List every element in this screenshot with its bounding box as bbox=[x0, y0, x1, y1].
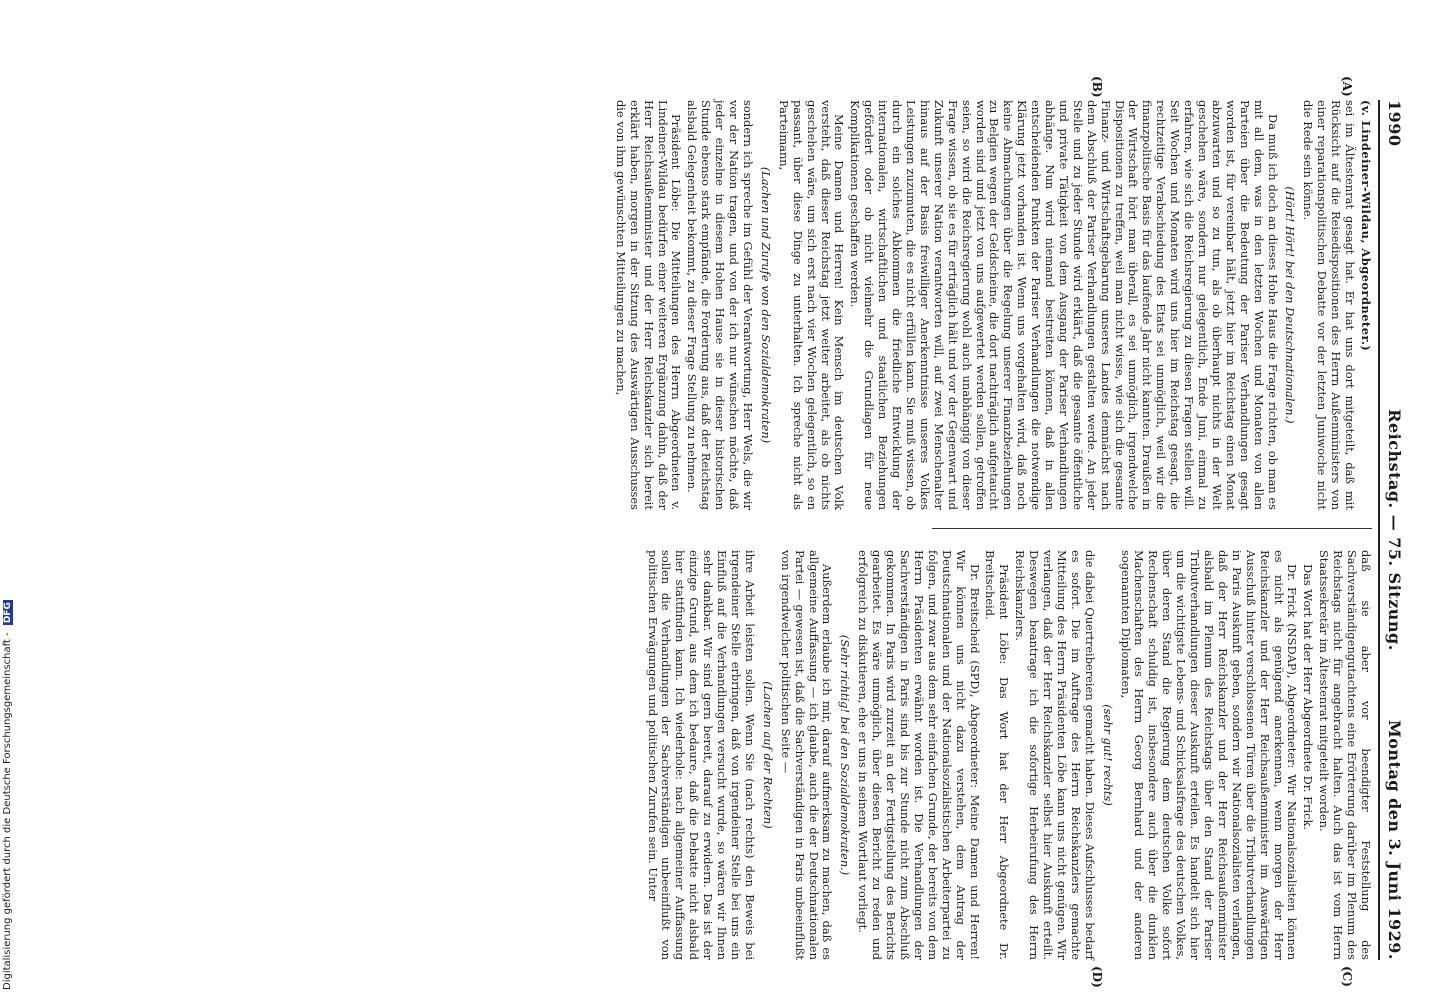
paragraph: Das Wort hat der Herr Abgeordnete Dr. Frick. bbox=[1301, 564, 1316, 831]
paragraph: die dabei Quertreibereien gemacht haben. Dieses Aufschlusses bedarf es sofort. Die im Auftrage des Herrn Reichskanzlers gemachte Mitteilung des Herrn Präsidenten Löbe kann uns nicht genügen. Wir verlangen, daß der Herr Reichskanzler selbst hier Auskunft erteilt. Deswegen beantrage ich die sofortige Herbeirufung des Herrn Reichskanzlers. bbox=[1013, 550, 1097, 960]
paragraph: Präsident Löbe: Das Wort hat der Herr Abgeordnete Dr. Breitscheid. bbox=[983, 550, 1012, 960]
page-title: Reichstag. — 75. Sitzung. bbox=[1385, 409, 1404, 651]
paragraph: Außerdem erlaube ich mir, darauf aufmerksam zu machen, daß es allgemeine Auffassung — ich glaube, auch die der Deutschnationalen Partei — gewesen ist, daß die Sachverständigen in Paris unbeeinflußt von irgendwelcher politischen Seite — bbox=[778, 550, 835, 960]
paragraph: Präsident Löbe: Die Mitteilungen des Herrn Abgeordneten v. Lindeiner-Wildau bedürfen einer weiteren Ergänzung dahin, daß der Herr Reichsaußenminister und der Herr Reichskanzler sich bereit erklärt haben, morgen in der Sitzung des Auswärtigen Ausschusses die von ihm gewünschten Mitteilungen zu machen, bbox=[613, 100, 684, 510]
paragraph: Dr. Breitscheid (SPD), Abgeordneter: Meine Damen und Herren! Wir können uns nicht dazu verstehen, dem Antrag der Deutschnationalen und der Nationalsozialistischen Arbeiterpartei zu folgen, und zwar aus dem sehr einfachen Grunde, der bereits von dem Herrn Präsidenten erwähnt worden ist. Die Verhandlungen der Sachverständigen in Paris sind bis zur Stunde nicht zum Abschluß gekommen. In Paris wird zurzeit an der Fertigstellung des Berichts gearbeitet. Es wäre unmöglich, über diesen Bericht zu reden und erfolgreich zu diskutieren, ehe er uns in seinem Wortlaut vorliegt. bbox=[856, 550, 982, 960]
paragraph: daß sie aber vor beendigter Feststellung des Sachverständigengutachtens eine Erörterung darüber im Plenum des Reichstags nicht für angebracht halten. Auch das ist vom Herrn Staatssekretär im Ältestenrat mitgeteilt worden. bbox=[1317, 550, 1373, 960]
interjection: (Sehr richtig! bei den Sozialdemokraten.) bbox=[838, 634, 853, 876]
digitization-footer bbox=[2, 600, 16, 990]
page-header bbox=[1382, 100, 1404, 960]
paragraph: sondern ich spreche im Gefühl der Verantwortung, Herr Wels, die wir vor der Nation tragen, und von der ich nur wünschen möchte, daß jeder einzelne in diesem Hohen Hause sie in dieser historischen Stunde ebenso stark empfände, die Forderung aus, daß der Reichstag alsbald Gelegenheit bekommt, zu dieser Frage Stellung zu nehmen. bbox=[685, 100, 756, 510]
paragraph: sei im Ältestenrat gesagt hat. Er hat uns dort mitgeteilt, daß mit Rücksicht auf die Reisedispositionen des Herrn Außenministers von einer reparationspolitischen Debatte vor der letzten Juniwoche nicht die Rede sein könne. bbox=[1301, 100, 1358, 510]
interjection: (Lachen auf der Rechten) bbox=[760, 681, 775, 829]
interjection: (Hört! Hört! bei den Deutschnationalen.) bbox=[1283, 186, 1298, 424]
right-column bbox=[645, 550, 1373, 960]
margin-marker-d: (D) bbox=[1090, 966, 1104, 988]
footer-credit: Digitalisierung gefördert durch die Deutsche Forschungsgemeinschaft - bbox=[2, 632, 13, 990]
session-date: Montag den 3. Juni 1929. bbox=[1385, 720, 1404, 960]
left-column bbox=[613, 100, 1373, 510]
page-number: 1990 bbox=[1385, 100, 1404, 147]
paragraph: Meine Damen und Herren! Kein Mensch im deutschen Volk versteht, daß dieser Reichstag jetzt weiter arbeitet, als ob nichts geschehen wäre, um sich erst nach vier Wochen gelegentlich, so en passant, über diese Dinge zu unterhalten. Ich spreche nicht als Parteimann, bbox=[776, 100, 847, 510]
interjection: (Lachen und Zurufe von den Sozialdemokraten) bbox=[758, 166, 773, 444]
paragraph: Dr. Frick (NSDAP), Abgeordneter: Wir Nationalsozialisten können es nicht als genügend anerkennen, wenn morgen der Herr Reichskanzler und der Herr Reichsaußenminister im Auswärtigen Ausschuß hinter verschlossenen Türen über die Tributverhandlungen in Paris Auskunft geben, sondern wir Nationalsozialisten verlangen, daß der Herr Reichskanzler und der Herr Reichsaußenminister alsbald im Plenum des Reichstags über den Stand der Pariser Tributverhandlungen dieser Auskunft erteilen. Es handelt sich hier um die wichtigste Lebens- und Schicksalsfrage des deutschen Volkes, über deren Stand die Regierung dem deutschen Volke sofort Rechenschaft schuldig ist, insbesondere auch über die dunklen Machenschaften des Herrn Georg Bernhard und der anderen sogenannten Diplomaten, bbox=[1118, 550, 1300, 960]
margin-marker-b: (B) bbox=[1090, 76, 1104, 98]
speaker-line: (v. Lindeiner-Wildau, Abgeordneter.) bbox=[1359, 100, 1373, 352]
header-rule bbox=[1378, 100, 1380, 960]
paragraph: Da muß ich doch an dieses Hohe Haus die Frage richten, ob man es mit all dem, was in den letzten Wochen und Monaten von allen Parteien über die Bedeutung der Pariser Verhandlungen gesagt worden ist, für vereinbar hält, jetzt hier im Reichstag einen Monat abzuwarten und so zu tun, als ob überhaupt nichts in der Welt geschehen wäre, sondern nur gelegentlich, Ende Juni, einmal zu erfahren, wie sich die Reichsregierung zu diesen Fragen stellen will. Seit Wochen und Monaten wird uns hier im Reichstag gesagt, die rechtzeitige Verabschiedung des Etats sei unmöglich, weil wir die finanzpolitische Basis für das laufende Jahr nicht kannten. Draußen in der Wirtschaft hört man überall, es sei unmöglich, irgendwelche Dispositionen zu treffen, weil man nicht wisse, wie sich die gesamte Finanz- und Wirtschaftsgebarung unseres Landes demnächst nach dem Abschluß der Pariser Verhandlungen gestalten werde. An jeder Stelle und zu jeder Stunde wird erklärt, daß die gesamte öffentliche und private Tätigkeit von dem Ausgang der Pariser Verhandlungen abhänge. Nun wird niemand bestreiten können, daß in allen entscheidenden Punkten der Pariser Verhandlungen die notwendige Klärung jetzt vorhanden ist. Wenn uns vorgehalten wird, daß noch keine Abmachungen über die Regelung unserer Finanzbeziehungen zu Belgien wegen der Geldscheine, die dort nachträglich aufgetaucht worden sind und jetzt von uns aufgewertet werden sollen, getroffen seien, so wird die Reichsregierung wohl auch unabhängig von dieser Frage wissen, ob sie es für erträglich hält und vor der Gegenwart und Zukunft unserer Nation verantworten will, auf zwei Menschenalter hinaus auf der Basis freiwilliger Anerkenntnisse unseres Volkes Leistungen zuzumuten, die es nicht erfüllen kann. Sie muß wissen, ob durch ein solches Abkommen die friedliche Entwicklung der internationalen, wirtschaftlichen und staatlichen Beziehungen gefördert oder ob nicht vielmehr die Grundlagen für neue Komplikationen geschaffen werden. bbox=[848, 100, 1280, 510]
column-divider bbox=[932, 528, 1372, 529]
margin-marker-a: (A) bbox=[1340, 76, 1354, 97]
interjection: (sehr gut! rechts) bbox=[1100, 704, 1115, 806]
dfg-logo: DFG bbox=[3, 602, 13, 624]
paragraph: ihre Arbeit leisten sollen. Wenn Sie (nach rechts) den Beweis bei irgendeiner Stelle erbringen, daß von irgendeiner Stelle bei uns ein Einfluß auf die Verhandlungen versucht wurde, so wären wir Ihnen sehr dankbar. Wir sind gern bereit, darauf zu erwidern. Das ist der einzige Grund, aus dem ich bedaure, daß die Debatte nicht alsbald hier stattfinden kann. Ich wiederhole: nach allgemeiner Auffassung sollen die Verhandlungen der Sachverständigen unbeeinflußt von politischen Erwägungen und politischen Zurufen sein. Unter bbox=[645, 550, 757, 960]
margin-marker-c: (C) bbox=[1340, 966, 1354, 987]
